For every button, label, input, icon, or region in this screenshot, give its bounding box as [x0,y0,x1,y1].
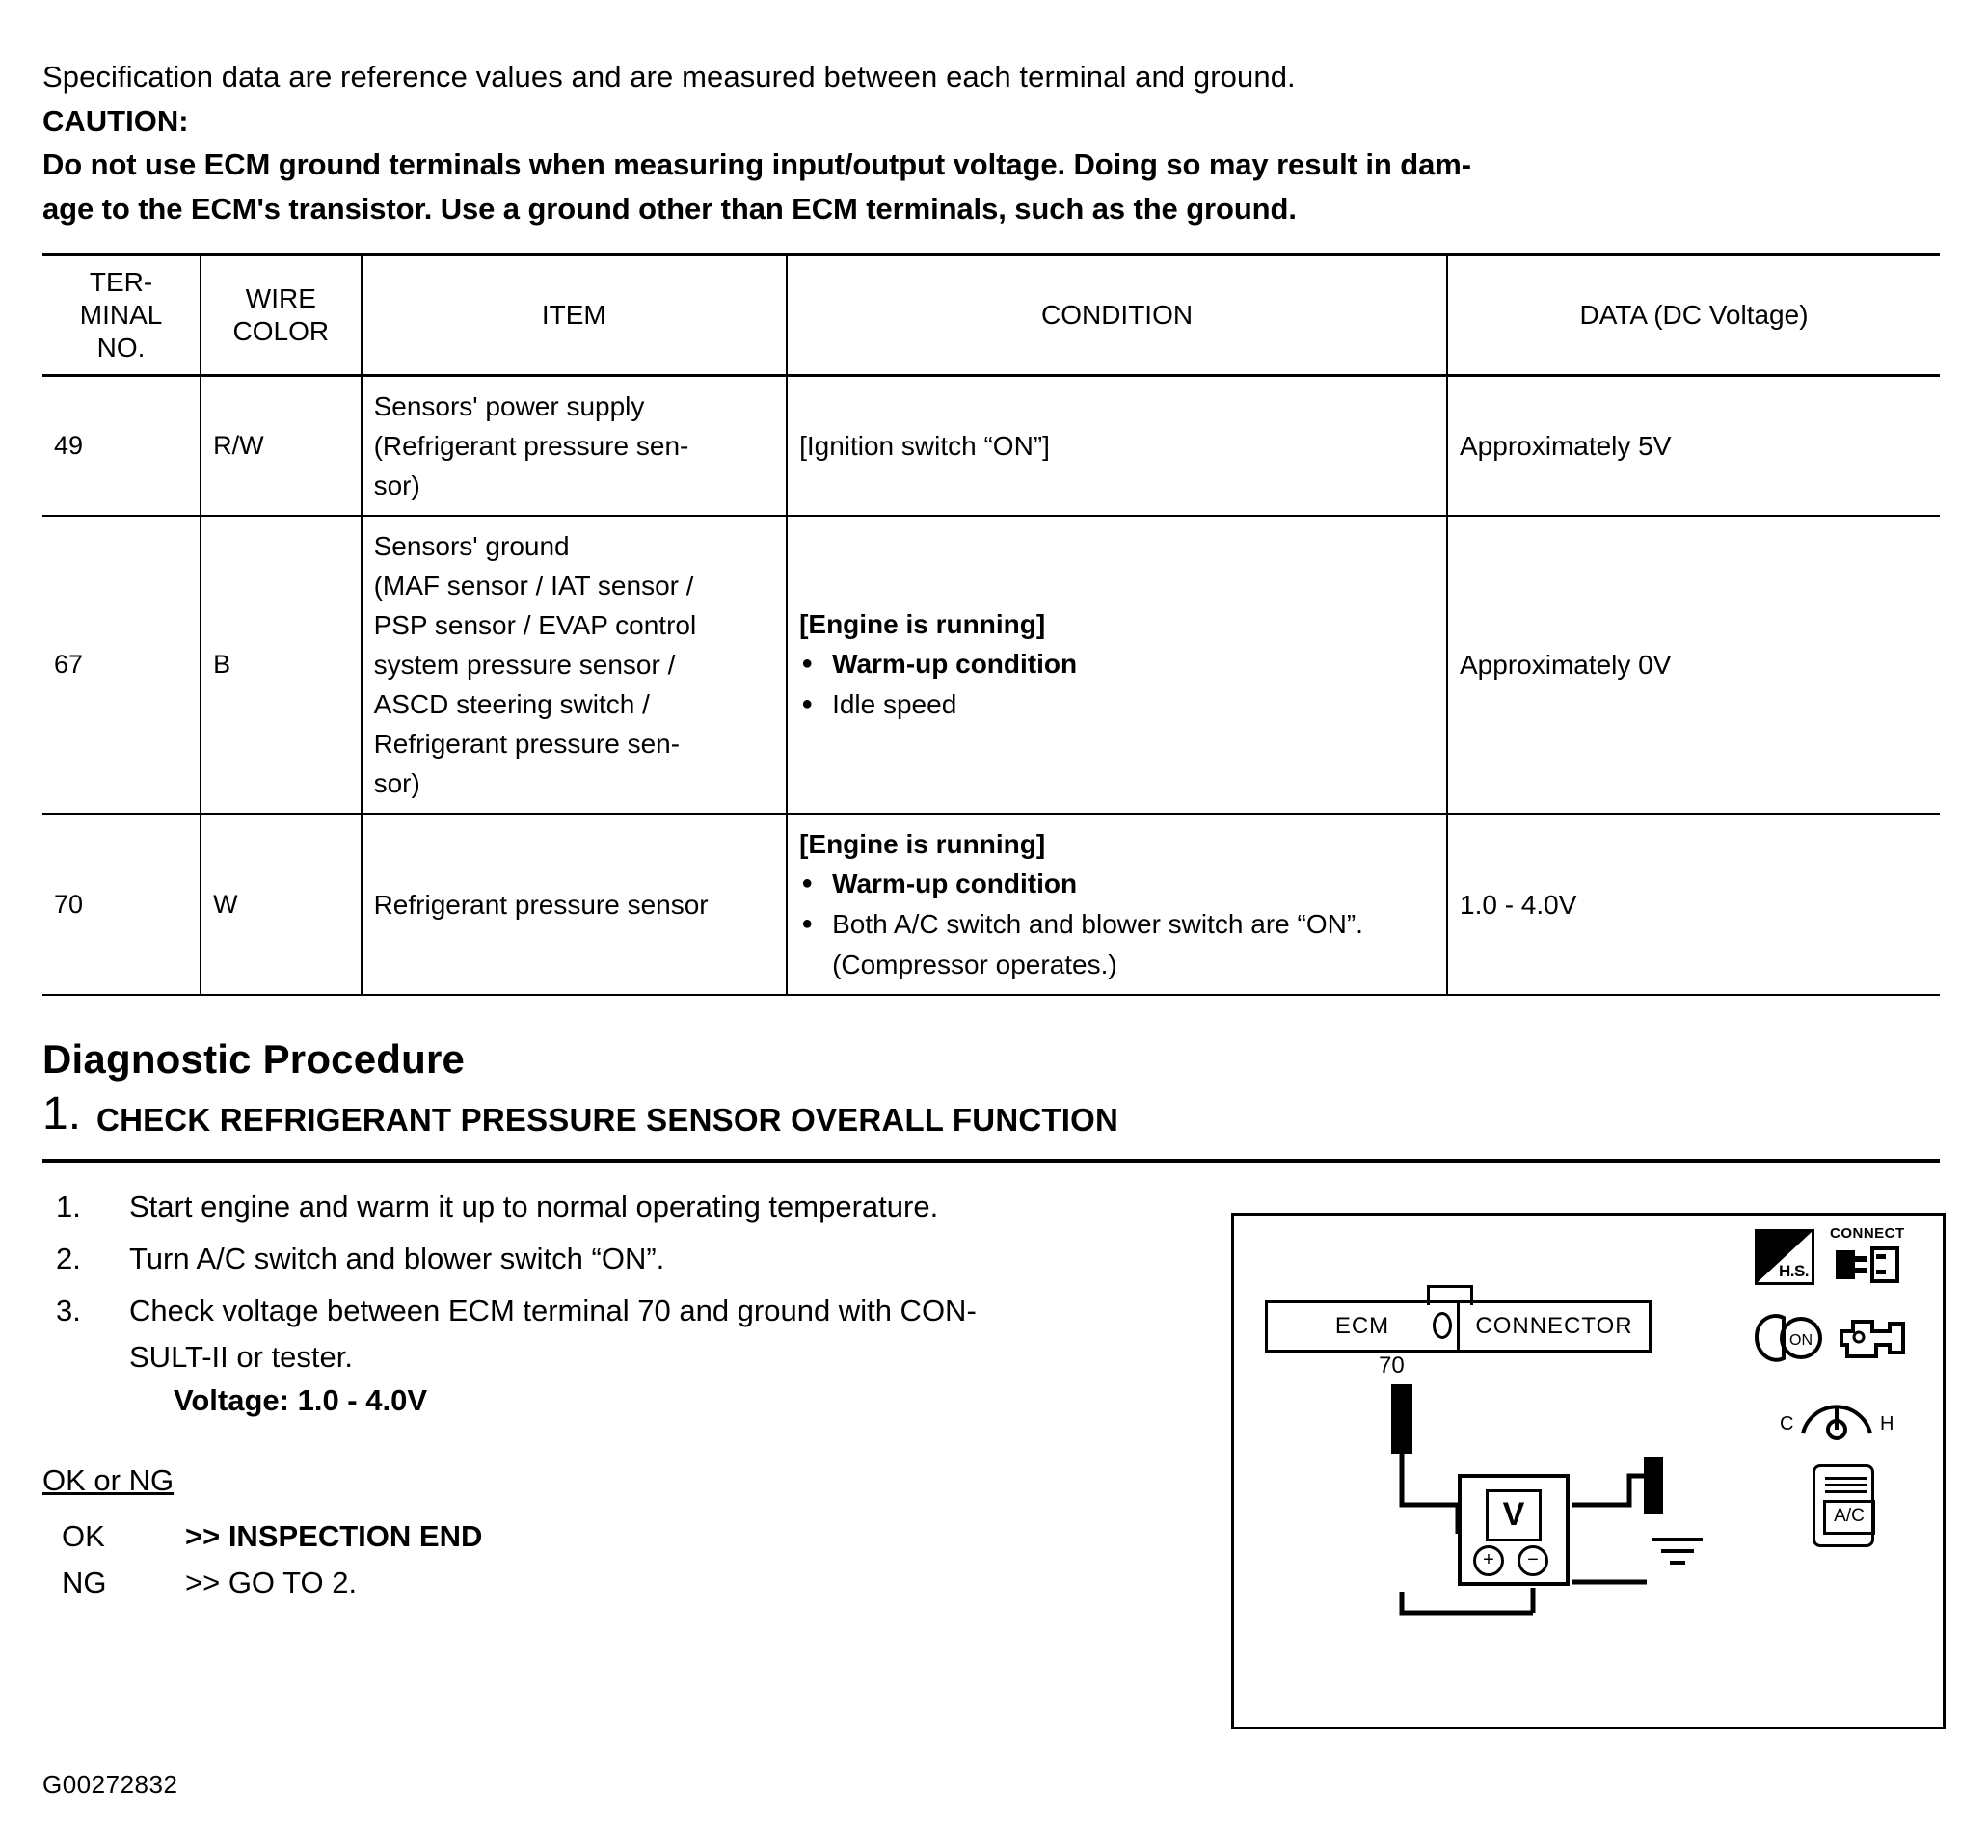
cell-condition: [Ignition switch “ON”] [787,376,1447,517]
header-terminal-l3: NO. [96,333,146,362]
condition-bullet-continuation: (Compressor operates.) [832,950,1117,979]
procedure-step-number: 3. [56,1294,81,1327]
condition-heading: [Engine is running] [799,829,1046,859]
cell-data: Approximately 5V [1447,376,1940,517]
step-number: 1. [42,1088,82,1139]
header-terminal-l1: TER- [89,267,153,297]
voltmeter-positive-terminal: + [1473,1545,1504,1576]
cell-wire-color: B [201,516,361,814]
cell-item-l3: sor) [373,470,420,500]
figure-code: G00272832 [42,1770,178,1799]
condition-bullets [799,644,1435,725]
svg-text:H: H [1880,1413,1894,1434]
hs-icon-label: H.S. [1778,1262,1809,1280]
cell-item-l7: sor) [373,768,420,798]
cell-condition [787,516,1447,814]
header-wire-l1: WIRE [245,283,316,313]
cell-condition [787,814,1447,995]
ac-icon-bars [1825,1477,1867,1494]
condition-bullet: ● Warm-up condition [799,644,1435,684]
ok-key: OK [62,1519,105,1553]
procedure-step-text: Turn A/C switch and blower switch “ON”. [129,1242,665,1275]
intro-block [42,56,1932,231]
caution-text-line-1: Do not use ECM ground terminals when measuring input/output voltage. Doing so may result in dam- [42,147,1471,181]
header-terminal-no [42,254,201,376]
procedure-step-text-line-2: SULT-II or tester. [129,1340,354,1374]
connect-icon [1834,1243,1901,1287]
engine-running-icon [1834,1308,1911,1368]
ok-value: >> INSPECTION END [185,1519,483,1553]
header-wire-l2: COLOR [232,316,330,346]
ng-value: >> GO TO 2. [185,1566,358,1599]
illustration-panel [1231,1213,1946,1729]
cell-terminal-no: 49 [42,376,201,517]
voltmeter-label: V [1486,1489,1542,1541]
voltmeter [1458,1474,1570,1586]
ignition-on-icon [1751,1308,1824,1368]
procedure-step [56,1288,1251,1380]
specification-table [42,253,1940,996]
cell-item-l5: ASCD steering switch / [373,689,650,719]
table-row [42,376,1940,517]
step-heading-text: CHECK REFRIGERANT PRESSURE SENSOR OVERALL FUNCTION [96,1102,1119,1138]
table-row [42,516,1940,814]
condition-bullet [799,904,1435,945]
procedure-step-text: Start engine and warm it up to normal operating temperature. [129,1190,939,1223]
horizontal-rule [42,1159,1940,1163]
condition-bullet-text: Both A/C switch and blower switch are “ON”. [832,909,1363,939]
cell-wire-color: R/W [201,376,361,517]
cell-item-l4: system pressure sensor / [373,650,676,680]
caution-label: CAUTION: [42,104,189,138]
connector-pin-hole-icon [1433,1312,1452,1339]
procedure-step [56,1184,1251,1230]
probe-lead-icon [1391,1384,1412,1454]
header-terminal-l2: MINAL [79,300,163,330]
ground-probe-lead-icon [1644,1457,1663,1514]
caution-text-line-2: age to the ECM's transistor. Use a ground other than ECM terminals, such as the ground. [42,192,1297,226]
section-title-diagnostic-procedure: Diagnostic Procedure [42,1036,466,1082]
condition-bullet: ● Warm-up condition [799,864,1435,904]
cell-item-l1: Sensors' power supply [373,391,645,421]
cell-item-l3: PSP sensor / EVAP control [373,610,697,640]
header-wire-color [201,254,361,376]
ng-row [62,1560,482,1606]
header-condition: CONDITION [787,254,1447,376]
step-heading [42,1087,1585,1140]
condition-heading: [Engine is running] [799,609,1046,639]
hs-icon [1755,1229,1814,1285]
temperature-gauge-icon [1774,1391,1899,1449]
voltage-spec: Voltage: 1.0 - 4.0V [174,1383,428,1417]
pin-number-label: 70 [1379,1353,1405,1379]
cell-item: Refrigerant pressure sensor [362,814,787,995]
cell-item-l1: Sensors' ground [373,531,570,561]
table-row [42,814,1940,995]
cell-data: Approximately 0V [1447,516,1940,814]
procedure-step-number: 1. [56,1190,81,1223]
ecm-connector-box [1265,1300,1652,1353]
condition-bullets [799,864,1435,945]
ac-icon-label: A/C [1823,1500,1875,1535]
cell-item-l2: (Refrigerant pressure sen- [373,431,689,461]
procedure-step-number: 2. [56,1242,81,1275]
cell-terminal-no: 70 [42,814,201,995]
ground-symbol-icon [1649,1534,1706,1572]
procedure-step-text-line-1: Check voltage between ECM terminal 70 and ground with CON- [129,1294,977,1327]
procedure-step [56,1236,1251,1282]
connect-label: CONNECT [1830,1225,1905,1242]
connector-label: CONNECTOR [1475,1313,1633,1339]
header-data: DATA (DC Voltage) [1447,254,1940,376]
cell-item [362,376,787,517]
condition-bullet: ● Idle speed [799,684,1435,725]
table-header-row [42,254,1940,376]
cell-terminal-no: 67 [42,516,201,814]
ecm-label: ECM [1334,1313,1390,1339]
cell-data: 1.0 - 4.0V [1447,814,1940,995]
procedure-list [56,1184,1251,1386]
cell-wire-color: W [201,814,361,995]
intro-line: Specification data are reference values and are measured between each terminal and ground. [42,60,1296,94]
cell-item [362,516,787,814]
svg-text:C: C [1780,1413,1794,1434]
cell-item-l6: Refrigerant pressure sen- [373,729,681,759]
voltmeter-negative-terminal: − [1518,1545,1548,1576]
ok-row [62,1513,482,1560]
header-item: ITEM [362,254,787,376]
ok-or-ng-label: OK or NG [42,1463,175,1497]
ac-switch-icon [1813,1464,1874,1547]
cell-item-l2: (MAF sensor / IAT sensor / [373,571,694,601]
ok-or-ng-rows [62,1513,482,1606]
ng-key: NG [62,1566,107,1599]
svg-text:ON: ON [1789,1332,1813,1349]
